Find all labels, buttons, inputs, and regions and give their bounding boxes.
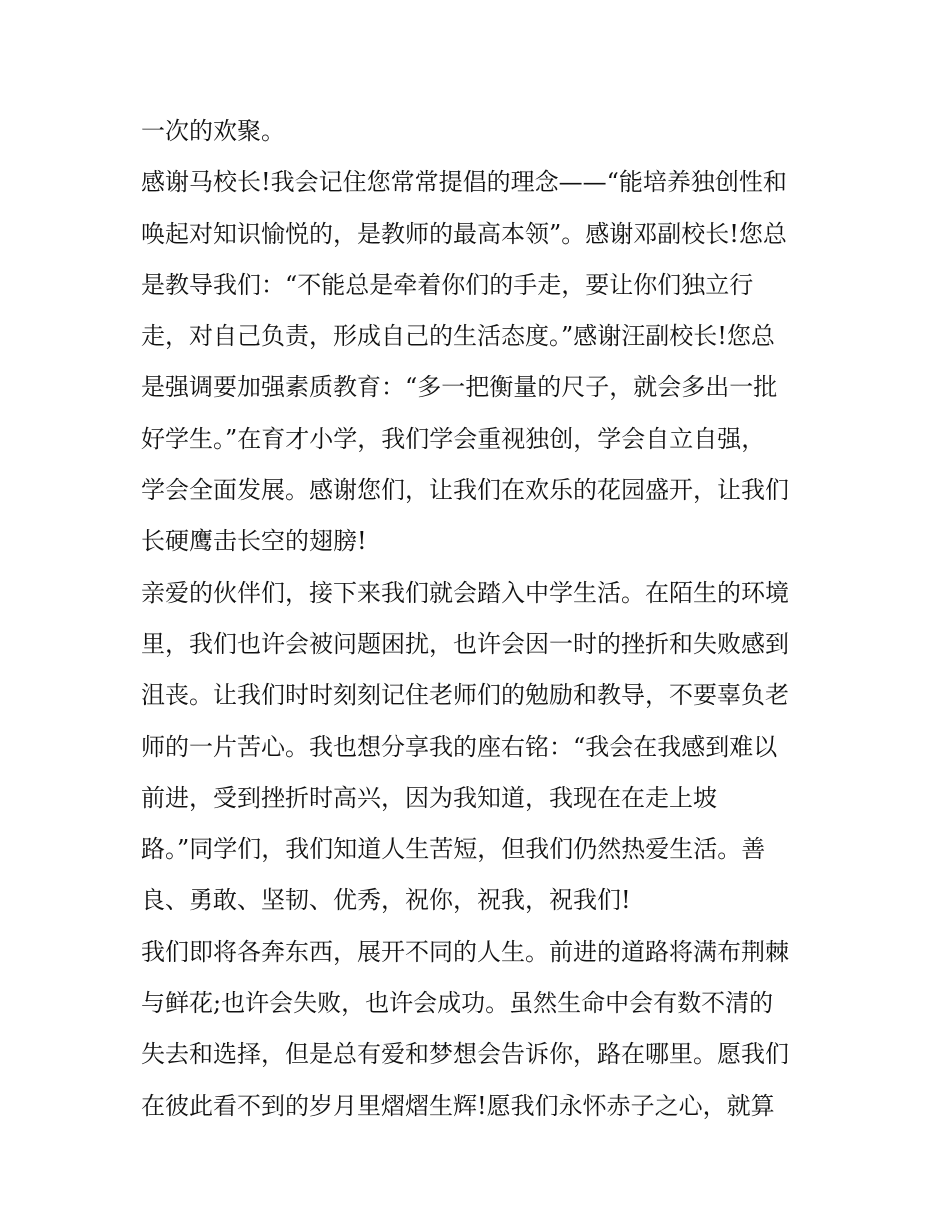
text-line: 是强调要加强素质教育：“多一把衡量的尺子，就会多出一批 — [141, 373, 778, 402]
text-line: 感谢马校长!我会记住您常常提倡的理念——“能培养独创性和 — [141, 168, 787, 197]
text-line: 是教导我们：“不能总是牵着你们的手走，要让你们独立行 — [141, 270, 754, 299]
text-line: 走，对自己负责，形成自己的生活态度。”感谢汪副校长!您总 — [141, 322, 775, 351]
text-line: 与鲜花;也许会失败，也许会成功。虽然生命中会有数不清的 — [141, 989, 774, 1018]
text-line: 里，我们也许会被问题困扰，也许会因一时的挫折和失败感到 — [141, 629, 789, 658]
text-line: 一次的欢聚。 — [141, 117, 285, 145]
text-line: 唤起对知识愉悦的，是教师的最高本领”。感谢邓副校长!您总 — [141, 219, 787, 248]
text-line: 长硬鹰击长空的翅膀! — [141, 527, 367, 556]
text-line: 师的一片苦心。我也想分享我的座右铭：“我会在我感到难以 — [141, 732, 778, 761]
text-line: 在彼此看不到的岁月里熠熠生辉!愿我们永怀赤子之心，就算 — [141, 1091, 775, 1120]
text-line: 沮丧。让我们时时刻刻记住老师们的勉励和教导，不要辜负老 — [141, 681, 789, 710]
text-line: 我们即将各奔东西，展开不同的人生。前进的道路将满布荆棘 — [141, 937, 789, 966]
text-line: 亲爱的伙伴们，接下来我们就会踏入中学生活。在陌生的环境 — [141, 578, 789, 607]
text-line: 学会全面发展。感谢您们，让我们在欢乐的花园盛开，让我们 — [141, 476, 789, 505]
text-line: 路。”同学们，我们知道人生苦短，但我们仍然热爱生活。善 — [141, 835, 766, 864]
text-line: 良、勇敢、坚韧、优秀，祝你，祝我，祝我们! — [141, 886, 631, 915]
text-line: 失去和选择，但是总有爱和梦想会告诉你，路在哪里。愿我们 — [141, 1040, 789, 1069]
text-line: 好学生。”在育才小学，我们学会重视独创，学会自立自强， — [141, 424, 766, 453]
body-text — [141, 106, 813, 1132]
text-line: 前进，受到挫折时高兴，因为我知道，我现在在走上坡 — [141, 783, 717, 812]
